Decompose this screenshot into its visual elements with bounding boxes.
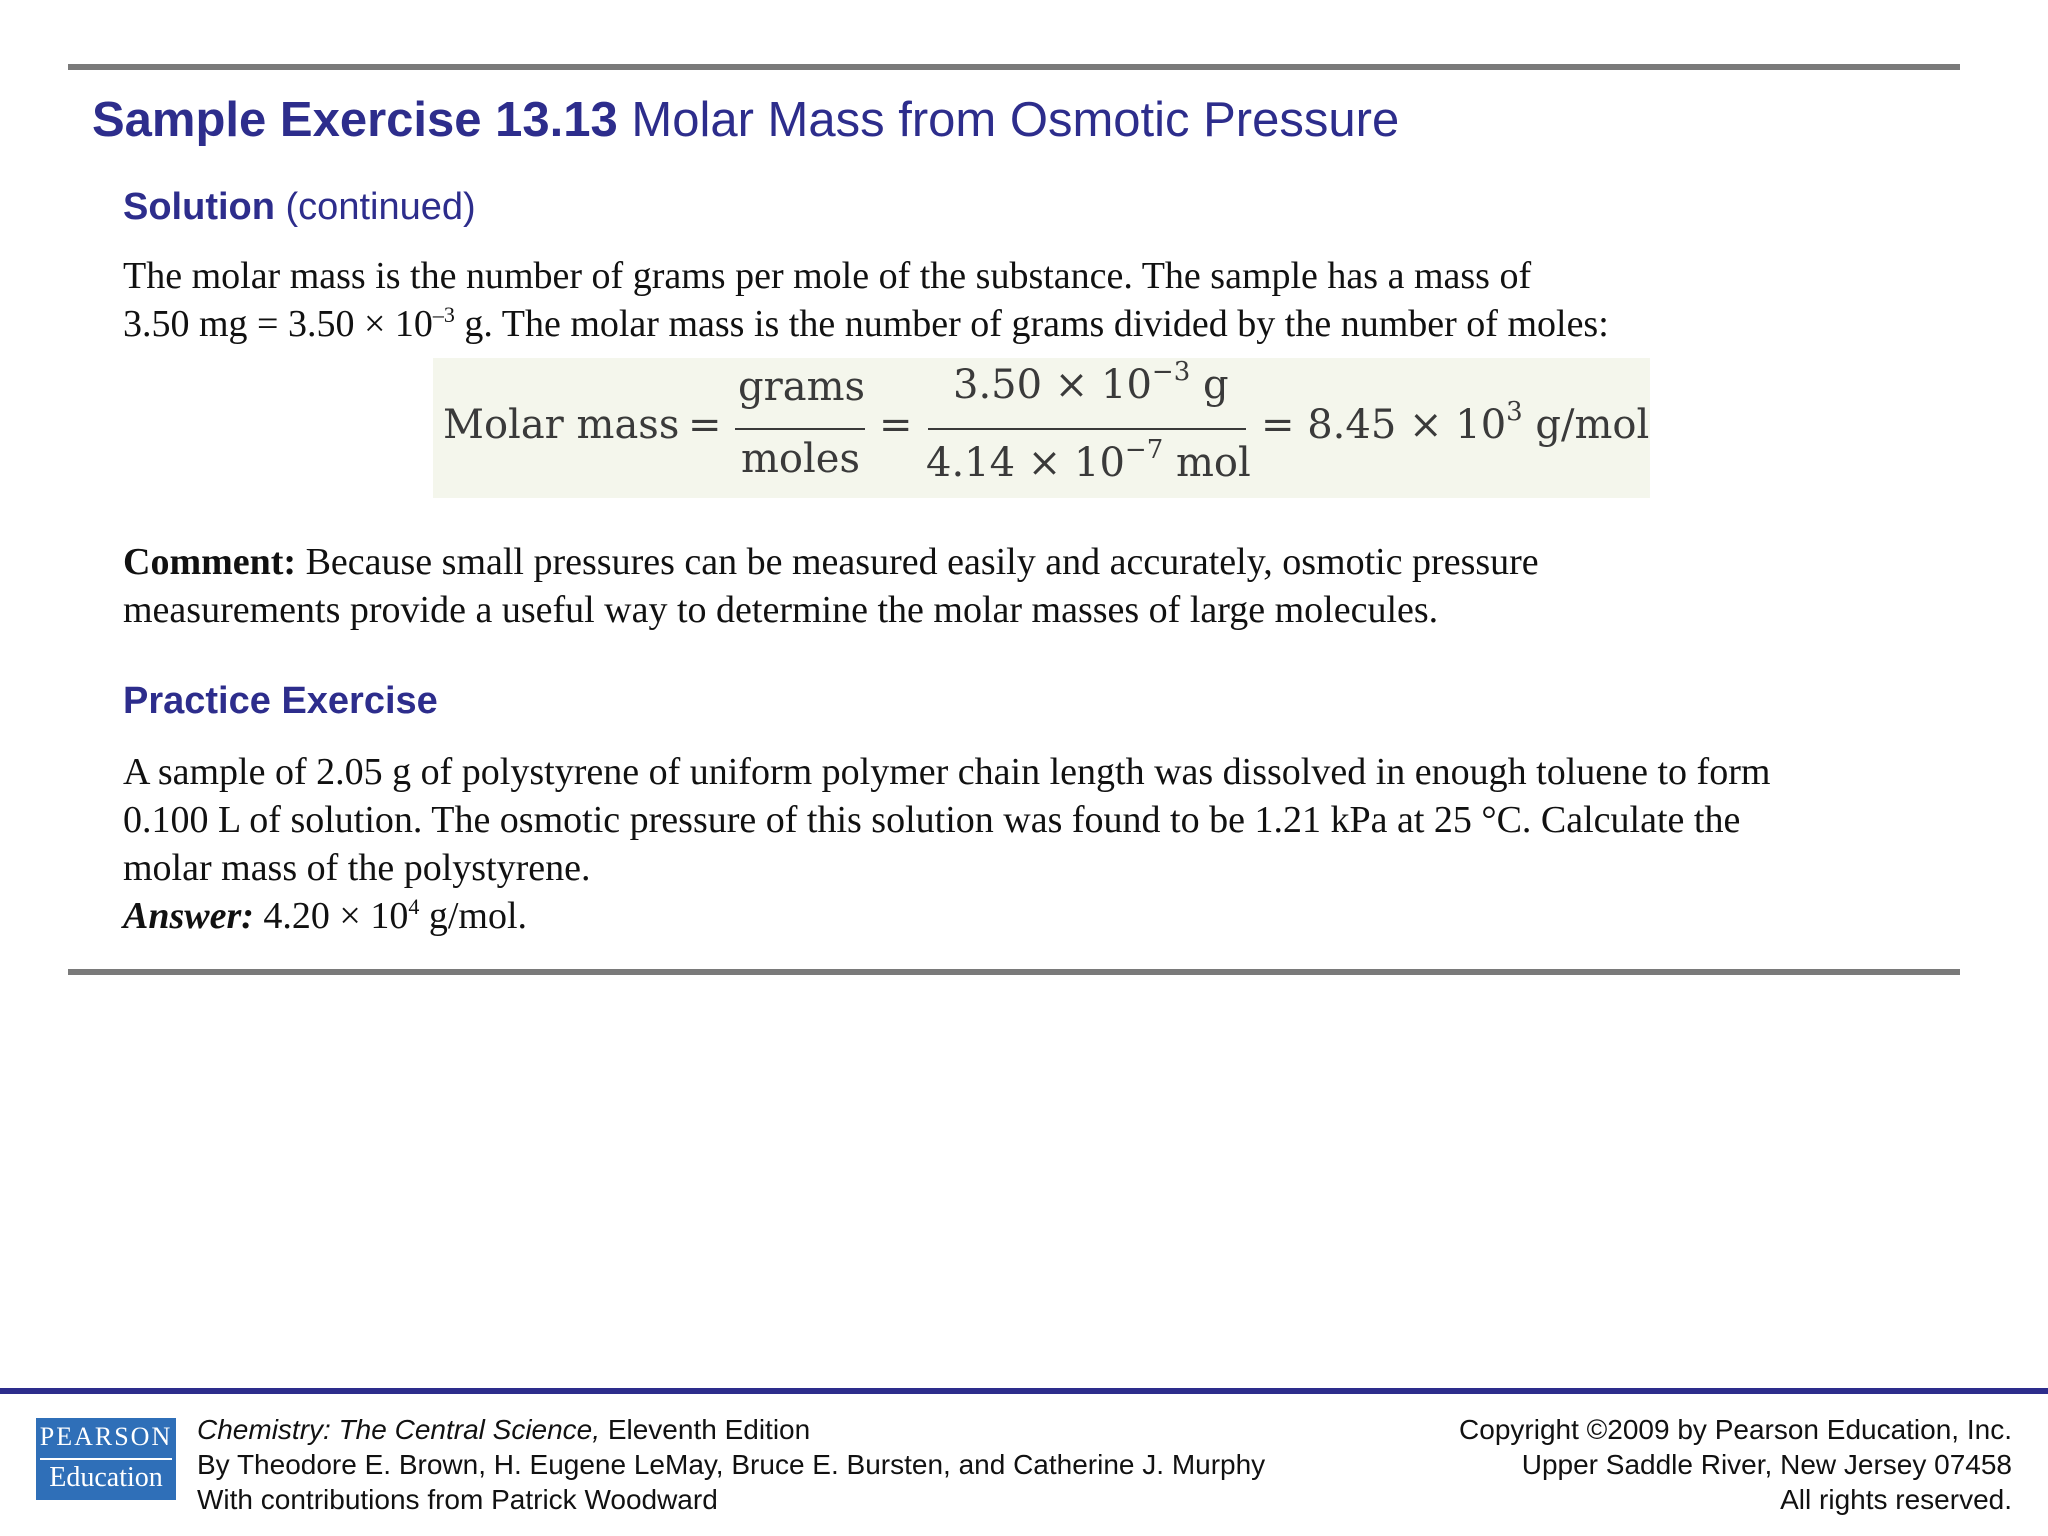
practice-line-2: 0.100 L of solution. The osmotic pressure of this solution was found to be 1.21 kPa at 25 °C. Calculate the (123, 799, 1741, 841)
answer-label: Answer: (123, 895, 254, 937)
solution-heading-label: Solution (123, 186, 275, 228)
bottom-divider (68, 969, 1960, 975)
practice-heading: Practice Exercise (123, 680, 438, 722)
footer-copyright (1459, 1412, 2012, 1517)
logo-education-text: Education (49, 1462, 163, 1493)
footer-bar (0, 1388, 2048, 1394)
footer-authors: By Theodore E. Brown, H. Eugene LeMay, Bruce E. Bursten, and Catherine J. Murphy (197, 1449, 1266, 1480)
footer-book-info (197, 1412, 1265, 1517)
solution-line-2 (123, 300, 1923, 348)
solution-heading (123, 186, 476, 229)
practice-line-3: molar mass of the polystyrene. (123, 847, 591, 889)
comment-label: Comment: (123, 541, 297, 583)
comment-paragraph (123, 538, 1923, 634)
logo-pearson-text: PEARSON (39, 1422, 173, 1451)
practice-line-1: A sample of 2.05 g of polystyrene of uniform polymer chain length was dissolved in enough toluene to form (123, 751, 1771, 793)
comment-line-2: measurements provide a useful way to determine the molar masses of large molecules. (123, 589, 1439, 631)
practice-paragraph (123, 748, 1923, 940)
equation-lhs: Molar mass (443, 402, 680, 448)
footer-contributions: With contributions from Patrick Woodward (197, 1484, 718, 1515)
fraction-1-numerator: grams (738, 364, 866, 410)
top-divider (68, 64, 1960, 70)
equation-result: = $8.45 \times 10^3$ g/mol (1261, 397, 1650, 448)
footer-book-title: Chemistry: The Central Science, Eleventh Edition (197, 1414, 811, 1445)
solution-paragraph (123, 252, 1923, 348)
solution-line-2-end: g. The molar mass is the number of grams divided by the number of moles: (454, 303, 1609, 345)
rights-line: All rights reserved. (1780, 1484, 2012, 1515)
fraction-2-numerator: $3.50 \times 10^{-3}$ g (953, 357, 1229, 408)
pearson-logo (36, 1418, 176, 1500)
logo-separator (40, 1458, 172, 1460)
fraction-2-bar (928, 428, 1246, 430)
page-title (92, 92, 1399, 148)
comment-line-1: Comment: Because small pressures can be measured easily and accurately, osmotic pressure (123, 541, 1539, 583)
address-line: Upper Saddle River, New Jersey 07458 (1521, 1449, 2012, 1480)
solution-heading-suffix: (continued) (274, 186, 476, 228)
solution-line-1: The molar mass is the number of grams per mole of the substance. The sample has a mass of (123, 255, 1532, 297)
practice-answer: Answer: $4.20 \times 10^4$ g/mol. (123, 894, 528, 937)
molar-mass-equation (433, 358, 1650, 498)
solution-line-2-start: 3.50 mg = 3.50 × 10 (123, 303, 433, 345)
title-topic: Molar Mass from Osmotic Pressure (617, 93, 1400, 147)
copyright-line: Copyright ©2009 by Pearson Education, Inc. (1459, 1414, 2012, 1445)
fraction-1-bar (735, 428, 865, 430)
equation-equals-2: = (879, 402, 913, 448)
fraction-1-denominator: moles (741, 436, 861, 482)
equation-equals-1: = (688, 402, 722, 448)
fraction-2-denominator: $4.14 \times 10^{-7}$ mol (926, 435, 1251, 486)
title-exercise-number: Sample Exercise 13.13 (92, 93, 618, 147)
solution-line-2-exponent: –3 (432, 302, 455, 327)
